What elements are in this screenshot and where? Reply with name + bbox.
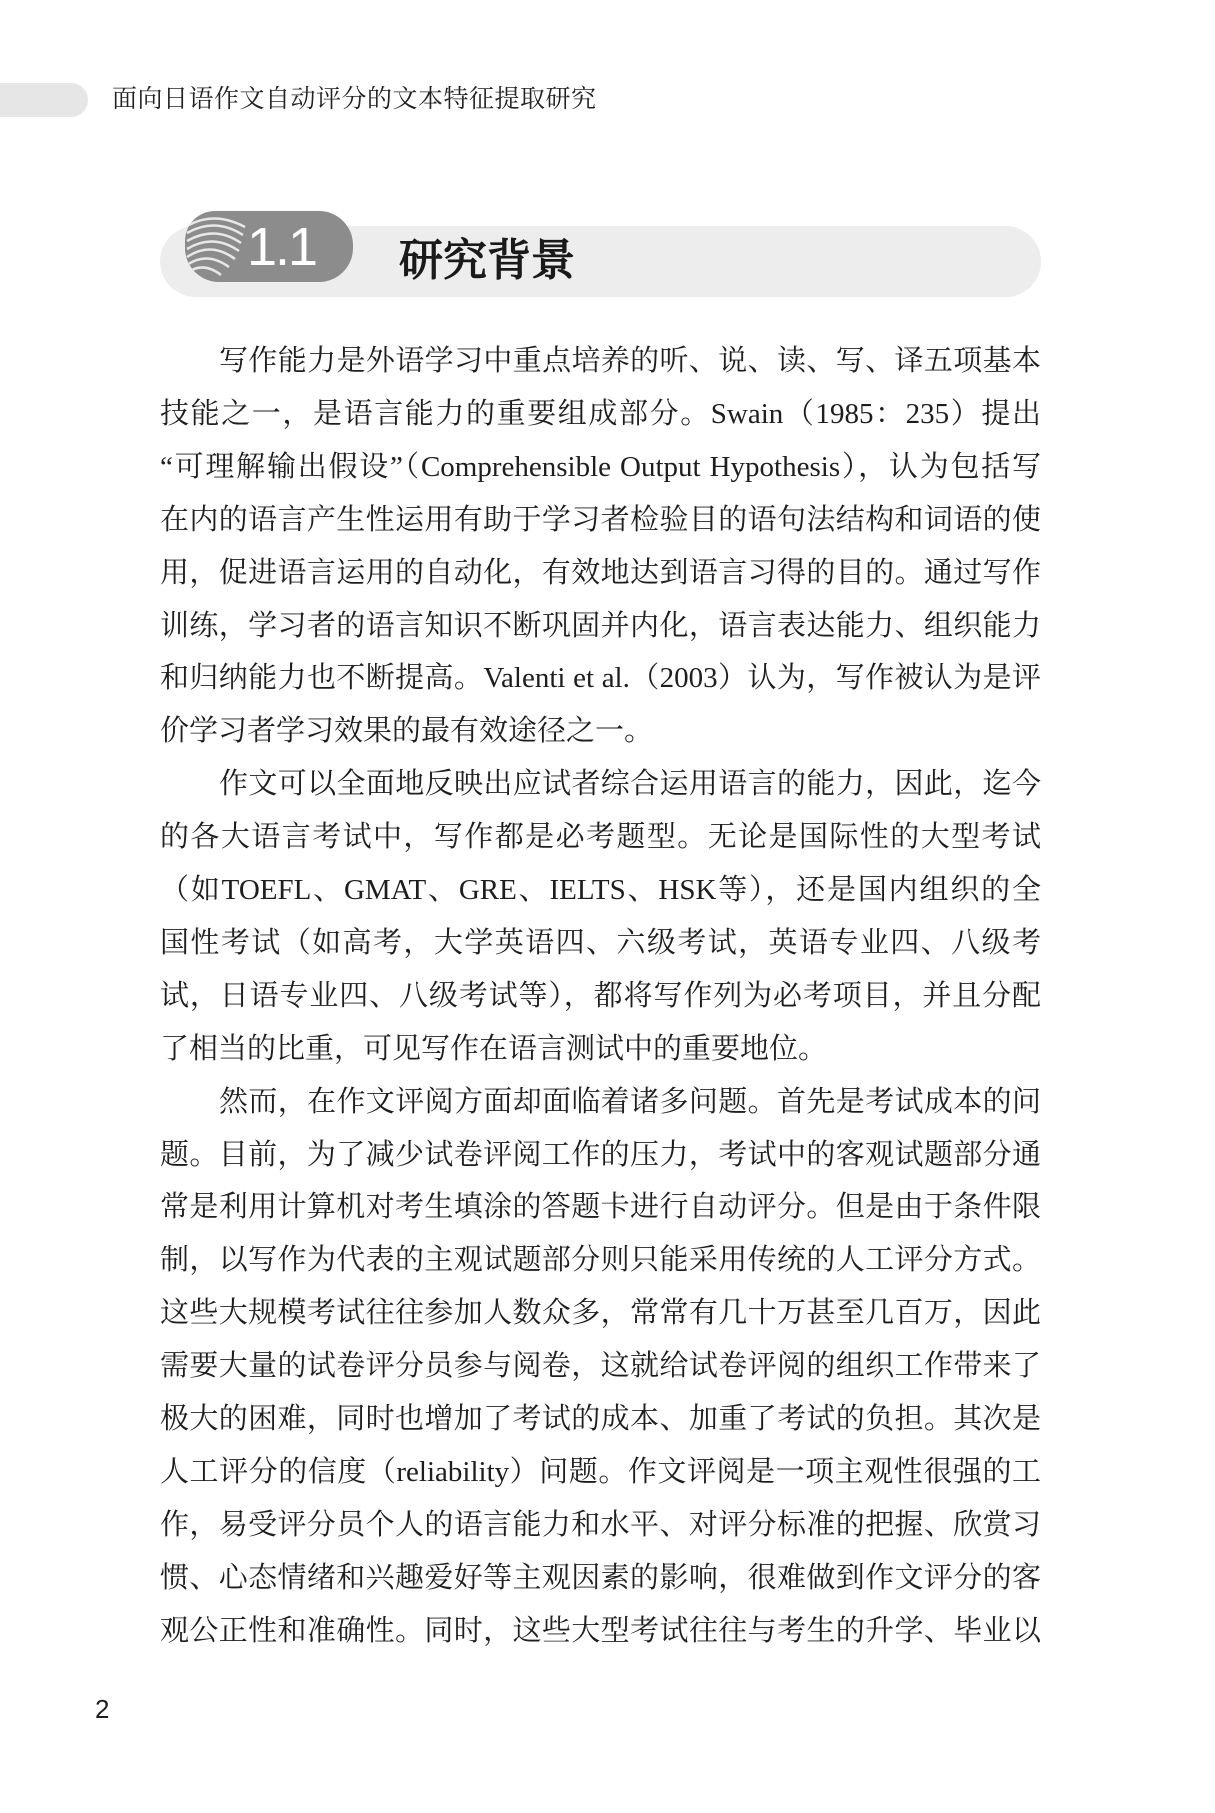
text-line: 作文可以全面地反映出应试者综合运用语言的能力，因此，迄今 [219,768,1041,801]
text-line: 人工评分的信度（reliability）问题。作文评阅是一项主观性很强的工 [160,1455,1041,1488]
text-line: 的各大语言考试中，写作都是必考题型。无论是国际性的大型考试 [160,821,1041,854]
section-title: 研究背景 [399,236,575,285]
text-line: 了相当的比重，可见写作在语言测试中的重要地位。 [160,1032,828,1065]
text-line: 价学习者学习效果的最有效途径之一。 [160,715,654,748]
text-line: 需要大量的试卷评分员参与阅卷，这就给试卷评阅的组织工作带来了 [160,1350,1041,1383]
text-line: （如TOEFL、GMAT、GRE、IELTS、HSK等），还是国内组织的全 [160,874,1041,906]
text-line: 常是利用计算机对考生填涂的答题卡进行自动评分。但是由于条件限 [160,1191,1041,1224]
text-line: 技能之一，是语言能力的重要组成部分。Swain（1985：235）提出 [160,397,1041,430]
text-line: 极大的困难，同时也增加了考试的成本、加重了考试的负担。其次是 [160,1403,1041,1435]
text-line: 国性考试（如高考，大学英语四、六级考试，英语专业四、八级考 [160,926,1041,959]
text-line: 在内的语言产生性运用有助于学习者检验目的语句法结构和词语的使 [160,503,1041,536]
section-number-badge [185,211,353,282]
text-line: 这些大规模考试往往参加人数众多，常常有几十万甚至几百万，因此 [160,1297,1041,1330]
text-line: 惯、心态情绪和兴趣爱好等主观因素的影响，很难做到作文评分的客 [160,1561,1041,1594]
text-line: 写作能力是外语学习中重点培养的听、说、读、写、译五项基本 [219,345,1041,377]
text-line: 训练，学习者的语言知识不断巩固并内化，语言表达能力、组织能力 [160,609,1041,642]
running-header-tab [0,83,88,117]
text-line: 用，促进语言运用的自动化，有效地达到语言习得的目的。通过写作 [160,556,1041,589]
running-header-title: 面向日语作文自动评分的文本特征提取研究 [112,86,597,113]
text-line: 然而，在作文评阅方面却面临着诸多问题。首先是考试成本的问 [219,1085,1041,1118]
text-line: 制，以写作为代表的主观试题部分则只能采用传统的人工评分方式。 [160,1244,1041,1277]
text-line: 题。目前，为了减少试卷评阅工作的压力，考试中的客观试题部分通 [160,1138,1041,1171]
text-line: 作，易受评分员个人的语言能力和水平、对评分标准的把握、欣赏习 [160,1508,1041,1541]
page-number: 2 [95,1694,110,1724]
text-line: “可理解输出假设”（Comprehensible Output Hypothesis），认为包括写 [160,450,1041,483]
text-line: 观公正性和准确性。同时，这些大型考试往往与考生的升学、毕业以 [160,1614,1041,1647]
text-line: 和归纳能力也不断提高。Valenti et al.（2003）认为，写作被认为是评 [160,662,1041,695]
text-line: 试，日语专业四、八级考试等），都将写作列为必考项目，并且分配 [160,979,1041,1012]
section-number: 1.1 [247,217,317,277]
